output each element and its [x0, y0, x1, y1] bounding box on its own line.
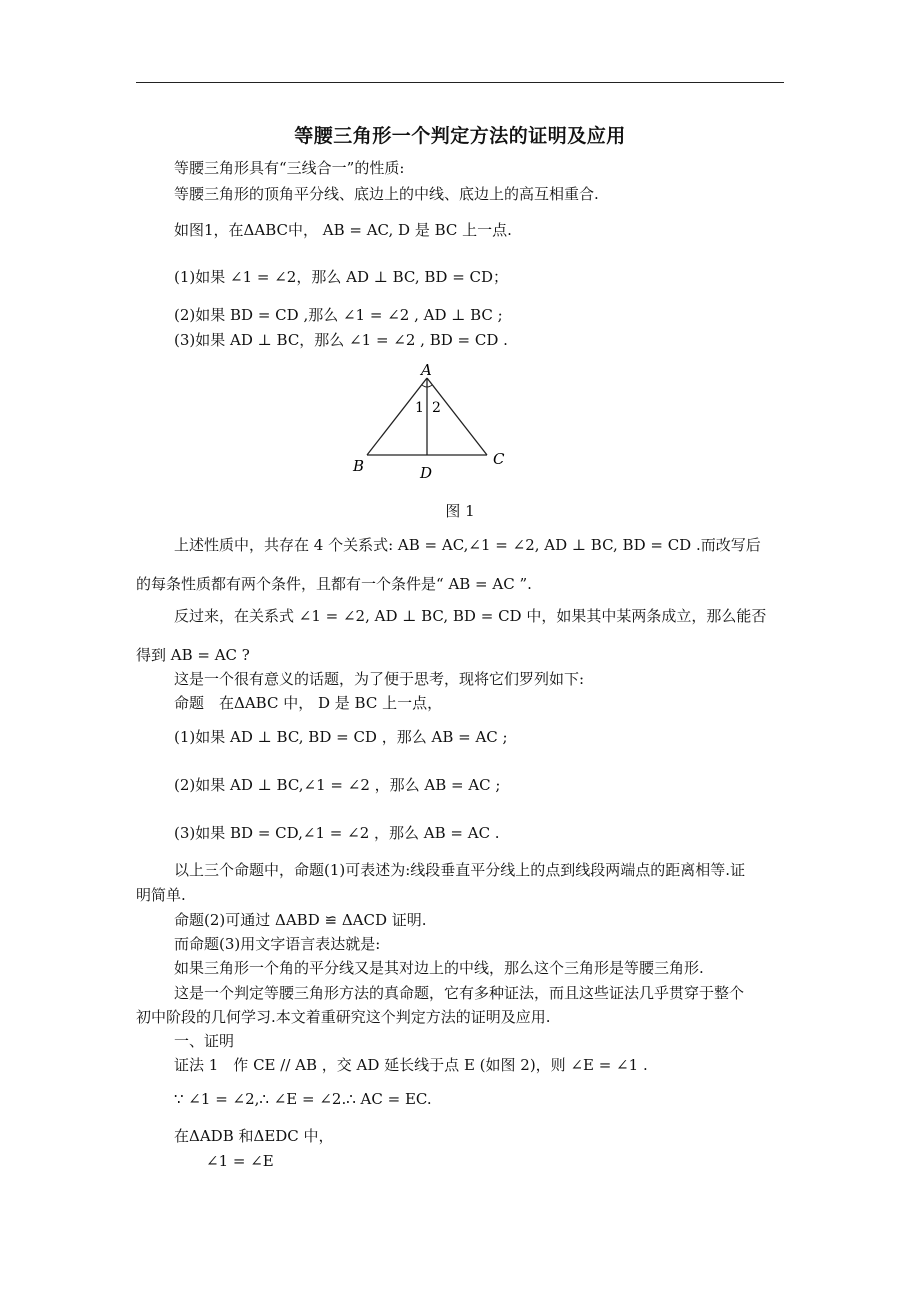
label-c: C	[493, 450, 505, 468]
label-angle-2: 2	[432, 400, 441, 416]
header-rule	[136, 82, 784, 83]
text-line: (1)如果 ∠1 = ∠2，那么 AD ⊥ BC, BD = CD；	[174, 268, 509, 286]
text-line: 这是一个判定等腰三角形方法的真命题，它有多种证法，而且这些证法几乎贯穿于整个	[174, 984, 745, 1002]
text-line: 反过来，在关系式 ∠1 = ∠2, AD ⊥ BC, BD = CD 中，如果其中某两条成立，那么能否	[174, 607, 767, 625]
text-line: 这是一个很有意义的话题，为了便于思考，现将它们罗列如下:	[174, 670, 585, 688]
text-line: 命题(2)可通过 ΔABD ≌ ΔACD 证明.	[174, 911, 427, 929]
text-line: 而命题(3)用文字语言表达就是:	[174, 935, 381, 953]
text-line: 如果三角形一个角的平分线又是其对边上的中线，那么这个三角形是等腰三角形.	[174, 959, 704, 977]
triangle-figure	[350, 358, 510, 483]
text-line: 命题 在ΔABC 中， D 是 BC 上一点，	[174, 694, 443, 712]
label-a: A	[421, 361, 432, 379]
text-line: (3)如果 AD ⊥ BC，那么 ∠1 = ∠2 , BD = CD .	[174, 331, 508, 349]
text-line: (1)如果 AD ⊥ BC, BD = CD ，那么 AB = AC ;	[174, 728, 508, 746]
text-line: (2)如果 BD = CD ,那么 ∠1 = ∠2 , AD ⊥ BC ;	[174, 306, 503, 324]
text-line: ∠1 = ∠E	[206, 1152, 274, 1170]
figure-caption: 图 1	[445, 502, 475, 520]
text-line: 初中阶段的几何学习.本文着重研究这个判定方法的证明及应用.	[136, 1008, 551, 1026]
label-d: D	[420, 464, 433, 482]
label-angle-1: 1	[415, 400, 424, 416]
side-ab	[367, 378, 427, 455]
label-b: B	[353, 457, 365, 475]
text-line: 在ΔADB 和ΔEDC 中，	[174, 1127, 334, 1145]
doc-title: 等腰三角形一个判定方法的证明及应用	[294, 125, 626, 147]
text-line: 明简单.	[136, 886, 186, 904]
text-line: (2)如果 AD ⊥ BC,∠1 = ∠2 ，那么 AB = AC ;	[174, 776, 501, 794]
text-line: 一、证明	[174, 1032, 235, 1050]
text-line: 如图1，在ΔABC中， AB = AC, D 是 BC 上一点.	[174, 221, 512, 239]
side-ac	[427, 378, 487, 455]
text-line: 等腰三角形具有“三线合一”的性质:	[174, 159, 405, 177]
text-line: 上述性质中，共存在 4 个关系式: AB = AC,∠1 = ∠2, AD ⊥ BC, BD = CD .而改写后	[174, 536, 761, 554]
text-line: 等腰三角形的顶角平分线、底边上的中线、底边上的高互相重合.	[174, 185, 599, 203]
text-line: (3)如果 BD = CD,∠1 = ∠2 ，那么 AB = AC .	[174, 824, 500, 842]
text-line: 得到 AB = AC ?	[136, 646, 250, 664]
text-line: ∵ ∠1 = ∠2,∴ ∠E = ∠2.∴ AC = EC.	[174, 1090, 432, 1108]
text-line: 以上三个命题中，命题(1)可表述为:线段垂直平分线上的点到线段两端点的距离相等.证	[174, 861, 746, 879]
text-line: 证法 1 作 CE // AB ，交 AD 延长线于点 E (如图 2)，则 ∠E = ∠1 .	[174, 1056, 648, 1074]
text-line: 的每条性质都有两个条件，且都有一个条件是“ AB = AC ”.	[136, 575, 532, 593]
